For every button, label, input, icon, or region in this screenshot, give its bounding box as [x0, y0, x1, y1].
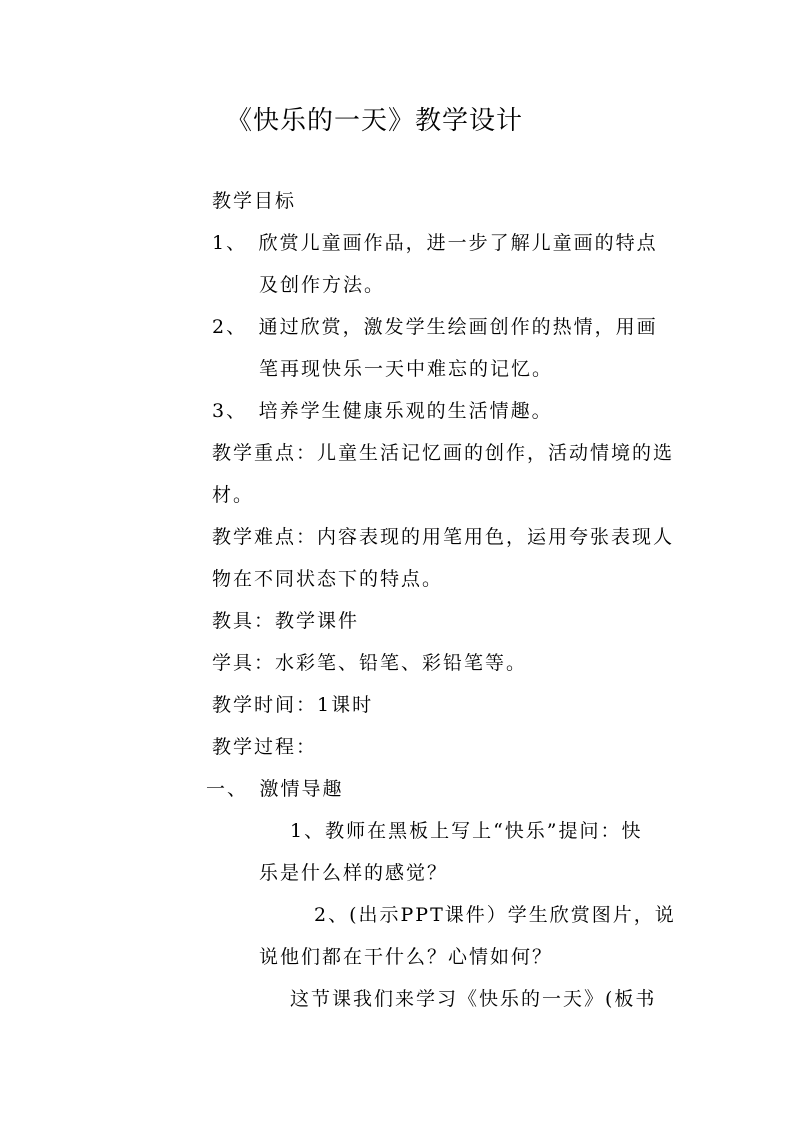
text-line: 说他们都在干什么？心情如何？ — [259, 946, 554, 968]
text-line: 材。 — [212, 484, 255, 506]
text-line: 物在不同状态下的特点。 — [212, 568, 444, 590]
text-line: 教学过程： — [212, 736, 318, 758]
text-line: 这节课我们来学习《快乐的一天》(板书 — [290, 988, 657, 1010]
text-line: 教学目标 — [212, 190, 297, 212]
text-line: 3、 培养学生健康乐观的生活情趣。 — [212, 400, 553, 422]
text-line: 学具：水彩笔、铅笔、彩铅笔等。 — [212, 652, 528, 674]
text-line: 教学重点：儿童生活记忆画的创作，活动情境的选 — [212, 442, 675, 464]
text-line: 1、教师在黑板上写上“快乐”提问：快 — [290, 820, 643, 842]
text-line: 乐是什么样的感觉？ — [259, 862, 449, 884]
text-line: 笔再现快乐一天中难忘的记忆。 — [259, 358, 554, 380]
document-title: 《快乐的一天》教学设计 — [226, 106, 524, 136]
text-line: 及创作方法。 — [259, 274, 386, 296]
text-line: 1、 欣赏儿童画作品，进一步了解儿童画的特点 — [212, 232, 658, 254]
text-line: 教具：教学课件 — [212, 610, 360, 632]
text-line: 教学时间：1课时 — [212, 694, 374, 716]
section-heading: 一、 激情导趣 — [206, 778, 344, 800]
text-line: 2、(出示PPT课件）学生欣赏图片，说 — [314, 904, 676, 926]
text-line: 教学难点：内容表现的用笔用色，运用夸张表现人 — [212, 526, 675, 548]
text-line: 2、 通过欣赏，激发学生绘画创作的热情，用画 — [212, 316, 658, 338]
